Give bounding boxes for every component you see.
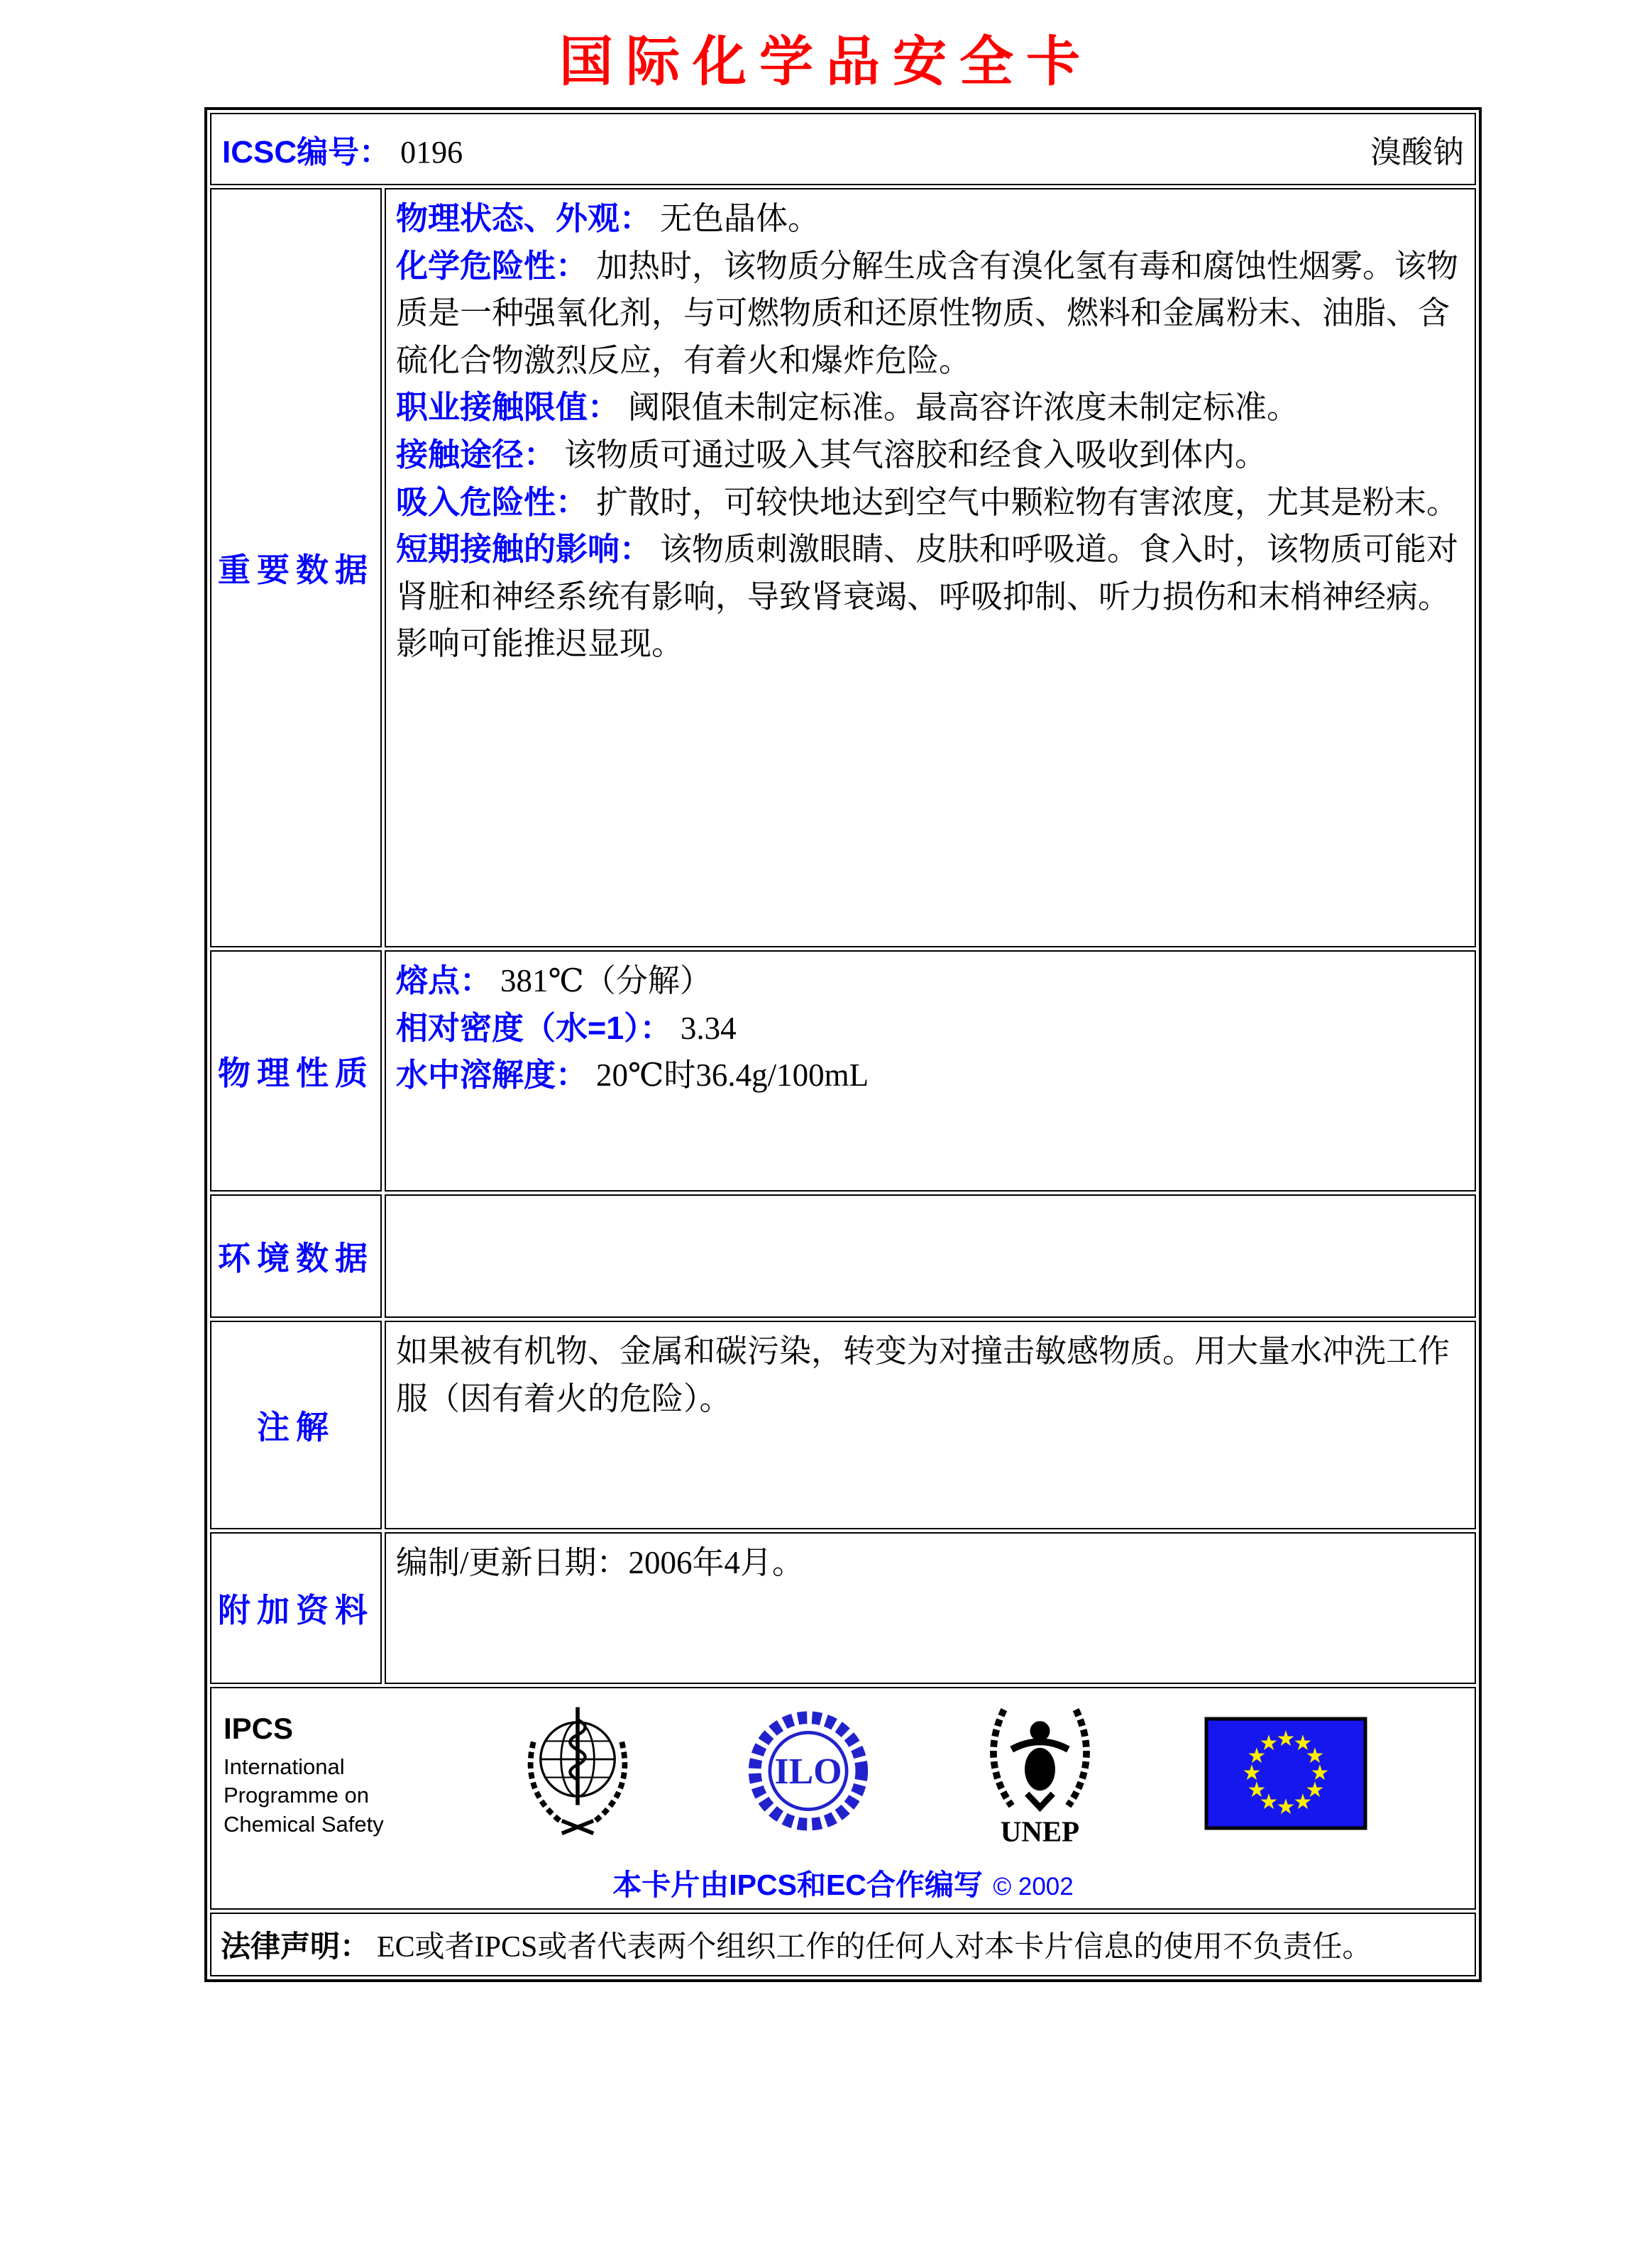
section-label-environmental-data: 环境数据	[210, 1194, 382, 1318]
item-label: 职业接触限值：	[396, 389, 620, 426]
data-item	[396, 526, 1465, 668]
section-content-environmental-data	[385, 1194, 1476, 1318]
section-content-physical-properties	[385, 950, 1476, 1192]
copyright-text: 本卡片由IPCS和EC合作编写	[612, 1869, 983, 1901]
svg-text:★: ★	[1305, 1744, 1325, 1768]
substance-name: 溴酸钠	[1370, 135, 1464, 170]
logos-cell	[210, 1687, 1476, 1910]
important-data-row	[210, 188, 1476, 947]
header-cell	[210, 113, 1476, 185]
logos-row	[210, 1687, 1476, 1910]
item-text: 阈限值未制定标准。最高容许浓度未制定标准。	[628, 390, 1299, 426]
svg-text:★: ★	[1259, 1790, 1279, 1815]
page-title: 国际化学品安全卡	[559, 32, 1093, 92]
svg-text:★: ★	[1276, 1727, 1296, 1751]
item-label: 吸入危险性：	[396, 483, 588, 520]
copyright-line	[212, 1861, 1474, 1903]
section-label-important-data: 重要数据	[210, 188, 382, 947]
eu-flag-icon	[1204, 1717, 1367, 1834]
data-item	[396, 195, 1465, 243]
svg-text:★: ★	[1247, 1778, 1267, 1803]
legal-row	[210, 1913, 1476, 1976]
icsc-number-value: 0196	[400, 135, 463, 170]
icsc-card-table	[204, 107, 1482, 1982]
ilo-logo	[741, 1702, 876, 1848]
legal-label: 法律声明：	[221, 1930, 370, 1963]
item-text: 该物质可通过吸入其气溶胶和经食入吸收到体内。	[564, 436, 1267, 473]
icsc-number-group	[222, 126, 463, 172]
svg-text:★: ★	[1305, 1778, 1325, 1803]
item-text: 该物质刺激眼睛、皮肤和呼吸道。食入时，该物质可能对肾脏和神经系统有影响，导致肾衰竭、呼吸抑制、听力损伤和末梢神经病。影响可能推迟显现。	[396, 532, 1459, 662]
section-content-additional-info: 编制/更新日期：2006年4月。	[385, 1532, 1476, 1684]
icsc-number-label: ICSC编号：	[222, 135, 391, 170]
svg-text:★: ★	[1276, 1795, 1296, 1820]
physical-properties-row	[210, 950, 1476, 1192]
item-label: 短期接触的影响：	[396, 531, 652, 568]
data-item	[396, 479, 1465, 527]
ipcs-line: International	[224, 1754, 345, 1780]
item-label: 相对密度（水=1）：	[396, 1009, 672, 1046]
legal-text: EC或者IPCS或者代表两个组织工作的任何人对本卡片信息的使用不负责任。	[377, 1931, 1372, 1964]
icsc-card-page	[0, 18, 1652, 1982]
ipcs-acronym: IPCS	[224, 1712, 294, 1746]
section-label-physical-properties: 物理性质	[210, 950, 382, 1192]
svg-text:★: ★	[1293, 1790, 1313, 1815]
who-logo	[514, 1702, 641, 1848]
data-item	[396, 957, 1465, 1005]
item-text: 20℃时36.4g/100mL	[596, 1057, 869, 1094]
item-text: 加热时，该物质分解生成含有溴化氢有毒和腐蚀性烟雾。该物质是一种强氧化剂，与可燃物质和还原性物质、燃料和金属粉末、油脂、含硫化合物激烈反应，有着火和爆炸危险。	[396, 248, 1459, 378]
item-label: 物理状态、外观：	[396, 200, 652, 236]
svg-text:★: ★	[1242, 1761, 1262, 1786]
svg-text:★: ★	[1310, 1761, 1330, 1786]
ipcs-line: Chemical Safety	[224, 1811, 384, 1837]
section-content-notes: 如果被有机物、金属和碳污染，转变为对撞击敏感物质。用大量水冲洗工作服（因有着火的危险）。	[385, 1321, 1476, 1529]
copyright-year: © 2002	[993, 1873, 1074, 1900]
notes-row	[210, 1321, 1476, 1529]
data-item	[396, 431, 1465, 479]
section-content-important-data	[385, 188, 1476, 947]
item-text: 381℃（分解）	[500, 963, 712, 999]
environmental-data-row	[210, 1194, 1476, 1318]
item-text: 3.34	[680, 1010, 737, 1046]
item-text: 无色晶体。	[660, 201, 820, 236]
section-label-additional-info: 附加资料	[210, 1532, 382, 1684]
additional-info-row	[210, 1532, 1476, 1684]
item-text: 扩散时，可较快地达到空气中颗粒物有害浓度，尤其是粉末。	[596, 484, 1459, 520]
item-label: 熔点：	[396, 962, 492, 999]
item-label: 水中溶解度：	[396, 1057, 588, 1094]
data-item	[396, 384, 1465, 431]
unep-logo	[974, 1699, 1106, 1852]
svg-text:★: ★	[1293, 1731, 1313, 1756]
section-label-notes: 注解	[210, 1321, 382, 1529]
svg-text:★: ★	[1247, 1744, 1267, 1768]
ipcs-text-block	[224, 1712, 415, 1839]
item-label: 化学危险性：	[396, 247, 588, 284]
ilo-logo-text: ILO	[774, 1751, 842, 1793]
unep-logo-text: UNEP	[1000, 1815, 1079, 1848]
ipcs-line: Programme on	[224, 1783, 370, 1808]
legal-cell	[210, 1913, 1476, 1976]
data-item	[396, 1005, 1465, 1052]
data-item	[396, 243, 1465, 385]
svg-text:★: ★	[1259, 1731, 1279, 1756]
item-label: 接触途径：	[396, 436, 556, 473]
header-row	[210, 113, 1476, 185]
data-item	[396, 1052, 1465, 1099]
